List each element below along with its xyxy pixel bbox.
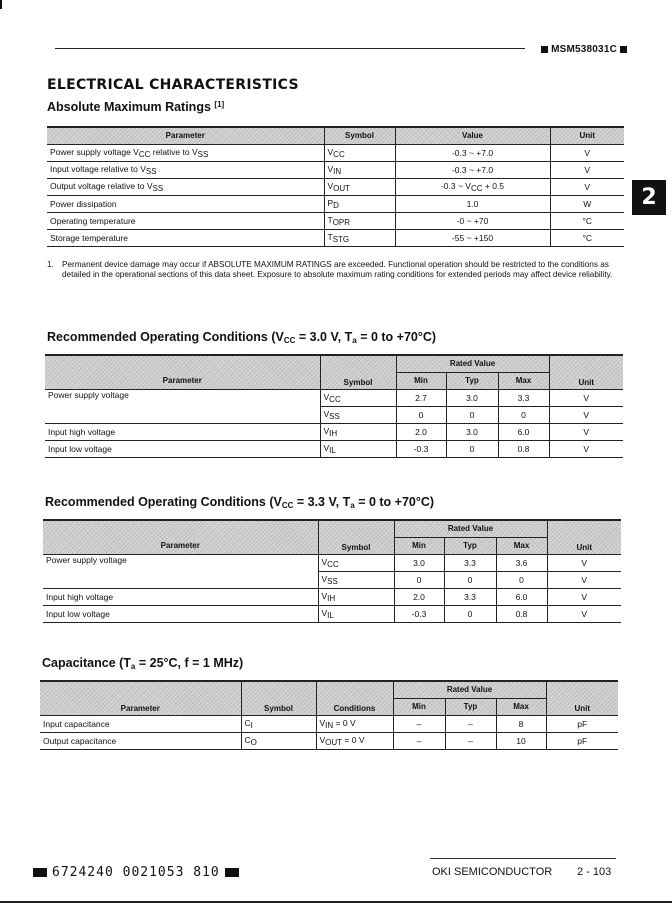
symbol: T xyxy=(327,231,333,242)
symbol-sub: CC xyxy=(329,394,341,404)
symbol-cell xyxy=(318,588,394,605)
cond-text: V xyxy=(319,734,326,745)
symbol: C xyxy=(244,717,251,728)
typ-cell: 0 xyxy=(446,406,498,423)
max-cell: 0 xyxy=(498,406,549,423)
max-cell: 10 xyxy=(496,732,546,749)
min-cell: 2.0 xyxy=(394,588,444,605)
min-cell: 3.0 xyxy=(394,554,444,571)
param-cell: Output capacitance xyxy=(40,732,241,749)
symbol-cell xyxy=(320,406,396,423)
symbol: V xyxy=(321,607,328,618)
param-sub: CC xyxy=(138,149,151,159)
title-text: = 3.0 V, T xyxy=(295,330,353,344)
footnote-text: Permanent device damage may occur if ABSOLUTE MAXIMUM RATINGS are exceeded. Functional operation should be restricted to the conditions as detailed in the operational sections of this data sheet. Exposure to absolute maximum rating conditions for extended periods may affect device reliability. xyxy=(62,260,613,279)
cond-text: = 0 V xyxy=(333,717,356,728)
table-row xyxy=(40,715,618,732)
cond-sub: OUT xyxy=(325,737,343,747)
unit-cell: pF xyxy=(546,732,618,749)
abs-max-title-text: Absolute Maximum Ratings xyxy=(47,100,211,114)
symbol-cell xyxy=(318,605,394,622)
max-cell: 3.6 xyxy=(496,554,547,571)
min-cell: 0 xyxy=(396,406,446,423)
typ-cell: 3.3 xyxy=(444,554,496,571)
value-sub: CC xyxy=(470,183,483,193)
param-cell: Operating temperature xyxy=(47,212,324,229)
header-conditions: Conditions xyxy=(316,681,393,715)
typ-cell: 3.0 xyxy=(446,389,498,406)
title-text: = 0 to +70°C) xyxy=(356,330,437,344)
max-cell: 0.8 xyxy=(496,605,547,622)
capacitance-table xyxy=(40,680,618,750)
unit-cell: V xyxy=(550,161,624,178)
symbol-sub: I xyxy=(250,720,253,730)
value-cell: -0.3 ~ +7.0 xyxy=(395,144,550,161)
symbol-sub: IL xyxy=(329,445,336,455)
footnote-number: 1. xyxy=(47,260,54,269)
symbol-sub: CC xyxy=(327,559,339,569)
black-block-icon xyxy=(225,868,239,877)
symbol-cell xyxy=(320,440,396,457)
min-cell: – xyxy=(393,715,445,732)
header-max: Max xyxy=(496,537,547,554)
roc-3v3-title xyxy=(45,495,434,510)
title-sub: CC xyxy=(283,336,296,345)
param-cell: Storage temperature xyxy=(47,229,324,246)
symbol-sub: CC xyxy=(333,149,345,159)
symbol-sub: O xyxy=(250,737,257,747)
header-rule xyxy=(55,48,525,49)
unit-cell: V xyxy=(550,178,624,195)
symbol: P xyxy=(327,197,334,208)
header-symbol: Symbol xyxy=(318,520,394,554)
symbol-sub: OPR xyxy=(332,217,351,227)
param-text: Output voltage relative to V xyxy=(50,180,153,191)
symbol: V xyxy=(321,590,328,601)
param-text: Power supply voltage V xyxy=(50,146,139,157)
symbol-sub: IH xyxy=(327,593,336,603)
max-cell: 6.0 xyxy=(496,588,547,605)
symbol-cell xyxy=(318,571,394,588)
square-bullet-icon xyxy=(620,46,627,53)
title-sub: CC xyxy=(281,501,294,510)
min-cell: – xyxy=(393,732,445,749)
symbol-cell xyxy=(318,554,394,571)
roc-3v0-table xyxy=(45,354,623,458)
unit-cell: W xyxy=(550,195,624,212)
title-text: Capacitance (T xyxy=(42,656,131,670)
footnote xyxy=(47,260,627,280)
typ-cell: – xyxy=(445,732,496,749)
unit-cell: V xyxy=(547,588,621,605)
unit-cell: V xyxy=(549,423,623,440)
symbol: C xyxy=(244,734,251,745)
header-min: Min xyxy=(393,698,445,715)
table-row xyxy=(45,423,623,440)
value-cell: -55 ~ +150 xyxy=(395,229,550,246)
table-row xyxy=(47,212,624,229)
header-max: Max xyxy=(498,372,549,389)
symbol: V xyxy=(327,163,334,174)
cond-text: = 0 V xyxy=(342,734,365,745)
symbol-sub: IL xyxy=(327,610,334,620)
section-title: ELECTRICAL CHARACTERISTICS xyxy=(47,77,299,93)
param-cell: Power supply voltage xyxy=(45,389,320,423)
abs-max-title xyxy=(47,100,224,114)
title-text: = 0 to +70°C) xyxy=(354,495,435,509)
symbol: V xyxy=(323,442,330,453)
part-number: MSM538031C xyxy=(551,44,617,55)
param-sub: SS xyxy=(145,166,157,176)
title-text: = 25°C, f = 1 MHz) xyxy=(135,656,244,670)
symbol-sub: STG xyxy=(332,234,350,244)
capacitance-title xyxy=(42,656,243,671)
unit-cell: V xyxy=(549,406,623,423)
table-row xyxy=(47,229,624,246)
min-cell: -0.3 xyxy=(396,440,446,457)
header-unit: Unit xyxy=(549,355,623,389)
unit-cell: pF xyxy=(546,715,618,732)
symbol: V xyxy=(327,180,334,191)
max-cell: 0.8 xyxy=(498,440,549,457)
footer-brand: OKI SEMICONDUCTOR xyxy=(432,866,553,878)
value-cell xyxy=(395,178,550,195)
value-cell: -0.3 ~ +7.0 xyxy=(395,161,550,178)
table-row xyxy=(43,605,621,622)
param-cell: Input high voltage xyxy=(43,588,318,605)
conditions-cell xyxy=(316,732,393,749)
header-value: Value xyxy=(395,127,550,144)
title-sub: a xyxy=(350,501,355,510)
value-cell: -0 ~ +70 xyxy=(395,212,550,229)
title-text: Recommended Operating Conditions (V xyxy=(45,495,282,509)
value-cell: 1.0 xyxy=(395,195,550,212)
title-sub: a xyxy=(352,336,357,345)
header-parameter: Parameter xyxy=(47,127,324,144)
min-cell: 2.0 xyxy=(396,423,446,440)
symbol-cell xyxy=(241,732,316,749)
scan-edge-mark xyxy=(0,0,2,9)
typ-cell: 0 xyxy=(444,571,496,588)
symbol-sub: IH xyxy=(329,428,338,438)
table-row xyxy=(45,389,623,406)
param-text: Input voltage relative to V xyxy=(50,163,146,174)
symbol: V xyxy=(327,146,334,157)
header-parameter: Parameter xyxy=(45,355,320,389)
header-typ: Typ xyxy=(446,372,498,389)
barcode-strip xyxy=(28,865,244,880)
symbol: T xyxy=(327,214,333,225)
unit-cell: V xyxy=(547,554,621,571)
table-row xyxy=(47,195,624,212)
table-row xyxy=(43,554,621,571)
symbol-cell xyxy=(324,144,395,161)
symbol: V xyxy=(323,408,330,419)
value-text: + 0.5 xyxy=(482,180,505,191)
unit-cell: V xyxy=(547,571,621,588)
header-typ: Typ xyxy=(445,698,496,715)
unit-cell: V xyxy=(549,440,623,457)
part-number-header xyxy=(538,44,630,55)
param-cell xyxy=(47,161,324,178)
symbol-cell xyxy=(324,195,395,212)
title-sub: a xyxy=(130,662,136,671)
param-cell xyxy=(47,144,324,161)
typ-cell: 0 xyxy=(446,440,498,457)
symbol-sub: SS xyxy=(327,576,338,586)
header-parameter: Parameter xyxy=(40,681,241,715)
header-min: Min xyxy=(394,537,444,554)
table-row xyxy=(47,144,624,161)
typ-cell: 3.0 xyxy=(446,423,498,440)
symbol-cell xyxy=(320,389,396,406)
param-cell: Power dissipation xyxy=(47,195,324,212)
symbol-sub: OUT xyxy=(333,183,351,193)
unit-cell: °C xyxy=(550,229,624,246)
symbol: V xyxy=(321,556,328,567)
symbol-sub: SS xyxy=(329,411,340,421)
symbol: V xyxy=(323,425,330,436)
title-text: = 3.3 V, T xyxy=(293,495,351,509)
param-cell: Input high voltage xyxy=(45,423,320,440)
abs-max-table xyxy=(47,126,624,247)
value-text: -0.3 ~ V xyxy=(440,180,471,191)
param-sub: SS xyxy=(197,149,209,159)
header-unit: Unit xyxy=(547,520,621,554)
unit-cell: V xyxy=(550,144,624,161)
unit-cell: V xyxy=(549,389,623,406)
header-symbol: Symbol xyxy=(324,127,395,144)
table-row xyxy=(40,732,618,749)
param-text: relative to V xyxy=(150,146,198,157)
header-parameter: Parameter xyxy=(43,520,318,554)
roc-3v0-title xyxy=(47,330,436,345)
min-cell: -0.3 xyxy=(394,605,444,622)
max-cell: 0 xyxy=(496,571,547,588)
symbol-cell xyxy=(324,178,395,195)
scan-bottom-edge xyxy=(0,901,672,903)
param-sub: SS xyxy=(152,183,164,193)
table-row xyxy=(47,178,624,195)
header-unit: Unit xyxy=(546,681,618,715)
symbol-cell xyxy=(324,161,395,178)
black-block-icon xyxy=(33,868,47,877)
symbol-sub: IN xyxy=(333,166,342,176)
unit-cell: °C xyxy=(550,212,624,229)
typ-cell: 0 xyxy=(444,605,496,622)
typ-cell: 3.3 xyxy=(444,588,496,605)
header-rated-value: Rated Value xyxy=(394,520,547,537)
symbol-cell xyxy=(320,423,396,440)
header-rated-value: Rated Value xyxy=(396,355,549,372)
header-rated-value: Rated Value xyxy=(393,681,546,698)
header-symbol: Symbol xyxy=(320,355,396,389)
conditions-cell xyxy=(316,715,393,732)
symbol-cell xyxy=(324,212,395,229)
unit-cell: V xyxy=(547,605,621,622)
header-min: Min xyxy=(396,372,446,389)
chapter-tab-marker: 2 xyxy=(632,180,666,215)
param-cell: Input low voltage xyxy=(45,440,320,457)
square-bullet-icon xyxy=(541,46,548,53)
title-text: Recommended Operating Conditions (V xyxy=(47,330,284,344)
footer-rule xyxy=(430,858,616,859)
param-cell xyxy=(47,178,324,195)
table-row xyxy=(43,588,621,605)
barcode-text: 6724240 0021053 810 xyxy=(52,865,220,880)
symbol: V xyxy=(321,573,328,584)
typ-cell: – xyxy=(445,715,496,732)
header-symbol: Symbol xyxy=(241,681,316,715)
header-typ: Typ xyxy=(444,537,496,554)
min-cell: 0 xyxy=(394,571,444,588)
cond-text: V xyxy=(319,717,326,728)
symbol-sub: D xyxy=(333,200,339,210)
header-unit: Unit xyxy=(550,127,624,144)
param-cell: Power supply voltage xyxy=(43,554,318,588)
param-cell: Input capacitance xyxy=(40,715,241,732)
min-cell: 2.7 xyxy=(396,389,446,406)
symbol-cell xyxy=(324,229,395,246)
header-max: Max xyxy=(496,698,546,715)
cond-sub: IN xyxy=(325,720,334,730)
symbol-cell xyxy=(241,715,316,732)
symbol: V xyxy=(323,391,330,402)
max-cell: 6.0 xyxy=(498,423,549,440)
roc-3v3-table xyxy=(43,519,621,623)
table-row xyxy=(45,440,623,457)
note-ref: [1] xyxy=(214,100,225,109)
param-cell: Input low voltage xyxy=(43,605,318,622)
table-row xyxy=(47,161,624,178)
page-number: 2 - 103 xyxy=(577,866,612,878)
max-cell: 3.3 xyxy=(498,389,549,406)
max-cell: 8 xyxy=(496,715,546,732)
